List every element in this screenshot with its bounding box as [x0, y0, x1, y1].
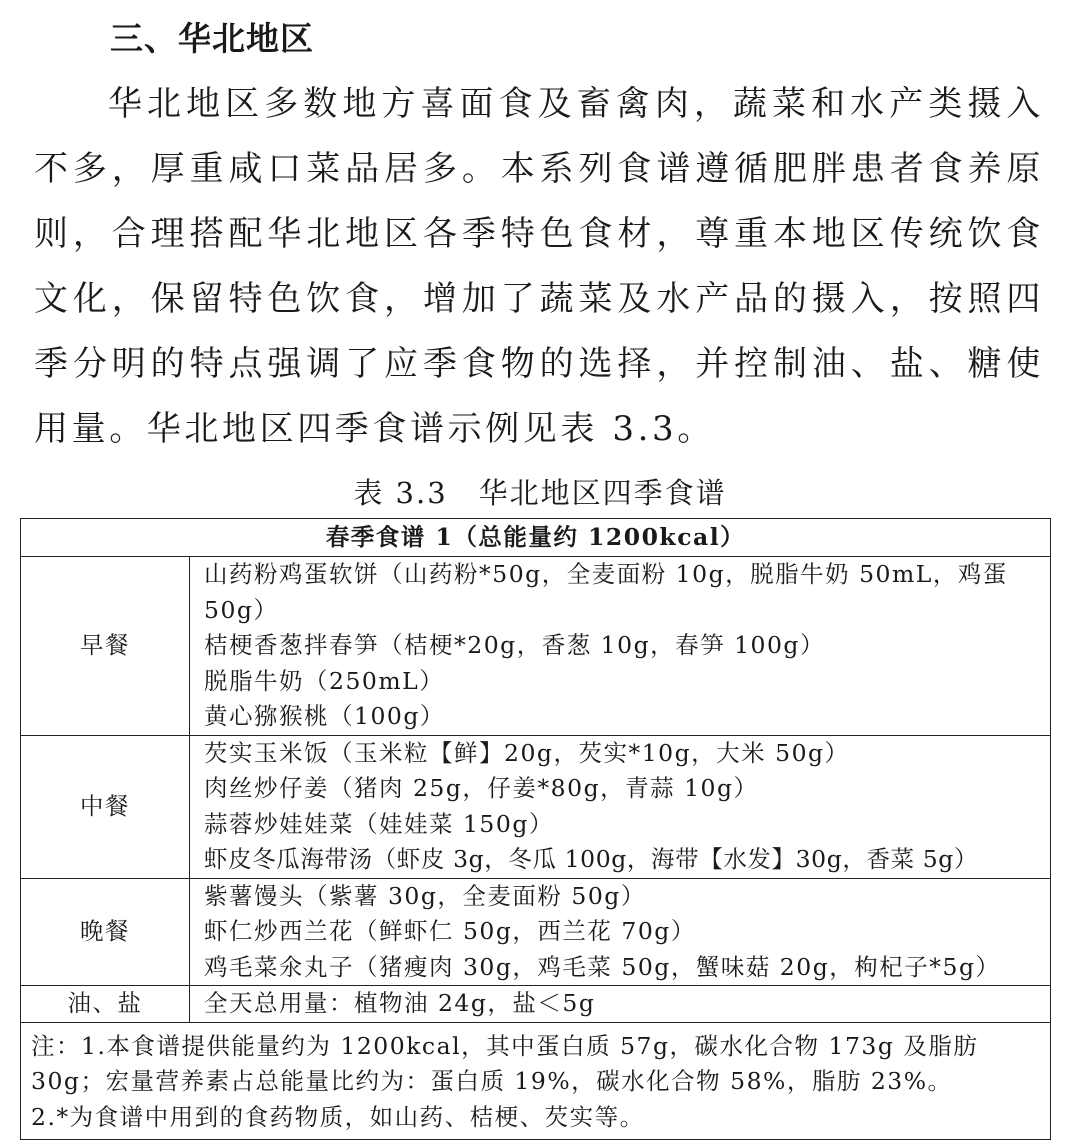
meal-name-cell: 晚餐	[21, 878, 190, 986]
meal-row-breakfast	[21, 557, 1051, 736]
table-header-cell: 春季食谱 1（总能量约 1200kcal）	[21, 519, 1051, 557]
dish-item: 鸡毛菜氽丸子（猪瘦肉 30g，鸡毛菜 50g，蟹味菇 20g，枸杞子*5g）	[204, 952, 1001, 981]
meal-dishes-cell	[190, 557, 1051, 736]
meal-dishes-cell	[190, 878, 1051, 986]
dish-item: 虾仁炒西兰花（鲜虾仁 50g，西兰花 70g）	[204, 917, 696, 945]
note-line: 2.*为食谱中用到的食药物质，如山药、桔梗、芡实等。	[31, 1102, 645, 1131]
dish-item: 虾皮冬瓜海带汤（虾皮 3g，冬瓜 100g，海带【水发】30g，香菜 5g）	[204, 845, 979, 873]
notes-row	[21, 1022, 1051, 1140]
meal-name-cell: 早餐	[21, 557, 190, 736]
dish-item: 黄心猕猴桃（100g）	[204, 702, 445, 730]
meal-dishes-cell	[190, 735, 1051, 878]
table-caption: 表 3.3 华北地区四季食谱	[353, 476, 727, 510]
section-heading: 三、华北地区	[110, 19, 314, 58]
dish-item: 紫薯馒头（紫薯 30g，全麦面粉 50g）	[204, 881, 646, 910]
dish-item: 芡实玉米饭（玉米粒【鲜】20g，芡实*10g，大米 50g）	[204, 738, 850, 767]
dish-item: 蒜蓉炒娃娃菜（娃娃菜 150g）	[204, 809, 554, 838]
dish-item: 山药粉鸡蛋软饼（山药粉*50g，全麦面粉 10g，脱脂牛奶 50mL，鸡蛋 50g）	[204, 560, 1008, 624]
notes-cell	[21, 1022, 1051, 1140]
meal-row-lunch	[21, 735, 1051, 878]
meal-name-cell: 中餐	[21, 735, 190, 878]
meal-name-cell: 油、盐	[21, 986, 190, 1023]
table-header-row	[21, 519, 1051, 557]
note-line: 注：1.本食谱提供能量约为 1200kcal，其中蛋白质 57g，碳水化合物 173g 及脂肪 30g；宏量营养素占总能量比约为：蛋白质 19%，碳水化合物 58%，脂肪 23%。	[31, 1031, 979, 1095]
intro-paragraph: 华北地区多数地方喜面食及畜禽肉，蔬菜和水产类摄入不多，厚重咸口菜品居多。本系列食谱遵循肥胖患者食养原则，合理搭配华北地区各季特色食材，尊重本地区传统饮食文化，保留特色饮食，增加了蔬菜及水产品的摄入，按照四季分明的特点强调了应季食物的选择，并控制油、盐、糖使用量。华北地区四季食谱示例见表 3.3。	[34, 84, 1044, 449]
meal-dishes-cell	[190, 986, 1051, 1023]
recipe-table	[20, 518, 1051, 1140]
meal-row-oil-salt	[21, 986, 1051, 1023]
dish-item: 桔梗香葱拌春笋（桔梗*20g，香葱 10g，春笋 100g）	[204, 631, 825, 659]
meal-row-dinner	[21, 878, 1051, 986]
dish-item: 脱脂牛奶（250mL）	[204, 666, 445, 695]
dish-item: 肉丝炒仔姜（猪肉 25g，仔姜*80g，青蒜 10g）	[204, 774, 759, 802]
dish-item: 全天总用量：植物油 24g，盐＜5g	[204, 989, 596, 1017]
